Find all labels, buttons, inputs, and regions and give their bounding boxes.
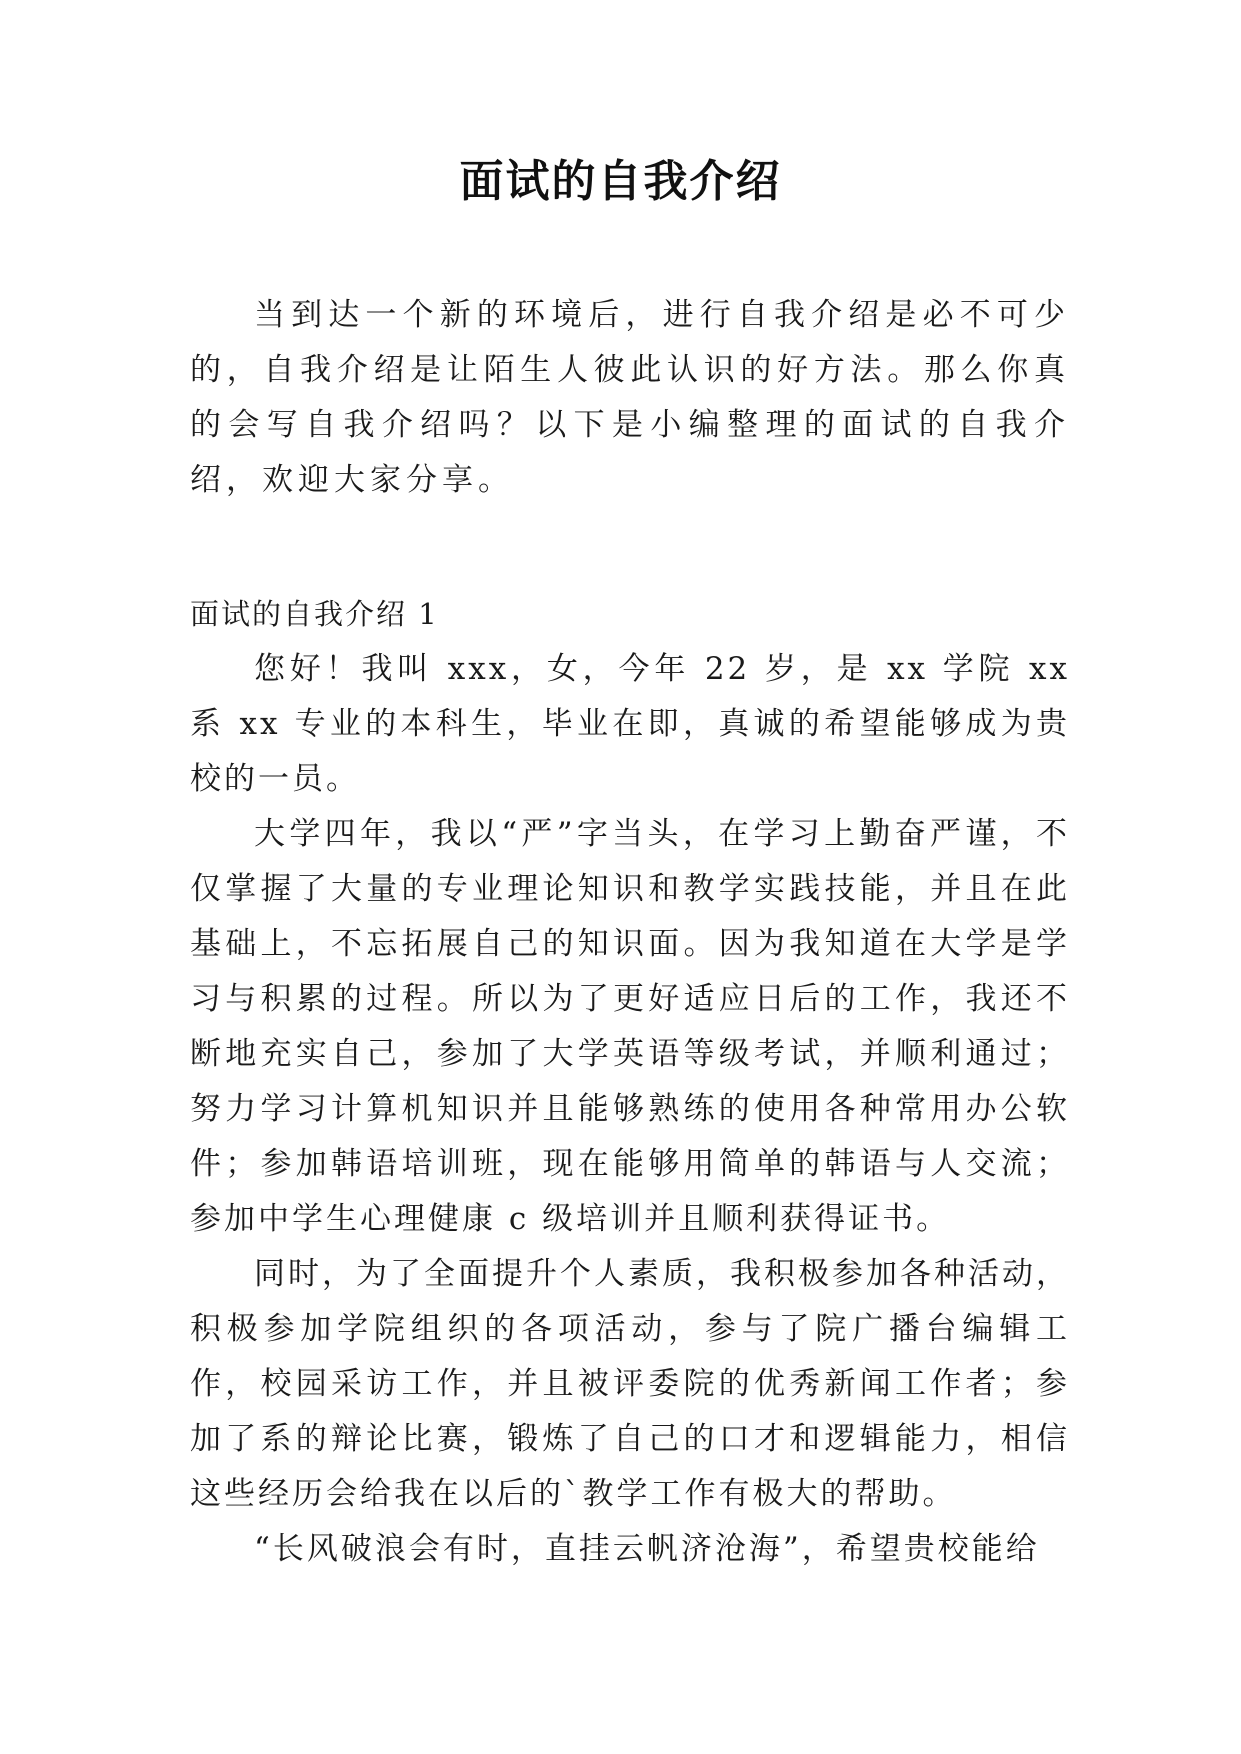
section-spacer [190,508,1070,587]
document-title: 面试的自我介绍 [459,156,782,207]
intro-paragraph: 当到达一个新的环境后，进行自我介绍是必不可少的，自我介绍是让陌生人彼此认识的好方法。那么你真的会写自我介绍吗？以下是小编整理的面试的自我介绍，欢迎大家分享。 [190,297,1070,498]
paragraph-closing: “长风破浪会有时，直挂云帆济沧海”，希望贵校能给 [254,1531,1040,1567]
paragraph-activities: 同时，为了全面提升个人素质，我积极参加各种活动，积极参加学院组织的各项活动，参与了院广播台编辑工作，校园采访工作，并且被评委院的优秀新闻工作者；参加了系的辩论比赛，锻炼了自己的口才和逻辑能力，相信这些经历会给我在以后的`教学工作有极大的帮助。 [190,1256,1070,1512]
section-heading: 面试的自我介绍 1 [190,597,439,631]
paragraph-university-study: 大学四年，我以“严”字当头，在学习上勤奋严谨，不仅掌握了大量的专业理论知识和教学实践技能，并且在此基础上，不忘拓展自己的知识面。因为我知道在大学是学习与积累的过程。所以为了更好适应日后的工作，我还不断地充实自己，参加了大学英语等级考试，并顺利通过；努力学习计算机知识并且能够熟练的使用各种常用办公软件；参加韩语培训班，现在能够用简单的韩语与人交流；参加中学生心理健康 c 级培训并且顺利获得证书。 [190,816,1070,1237]
document-body [190,288,1070,1577]
paragraph-greeting: 您好！我叫 xxx，女，今年 22 岁，是 xx 学院 xx 系 xx 专业的本科生，毕业在即，真诚的希望能够成为贵校的一员。 [190,651,1070,797]
